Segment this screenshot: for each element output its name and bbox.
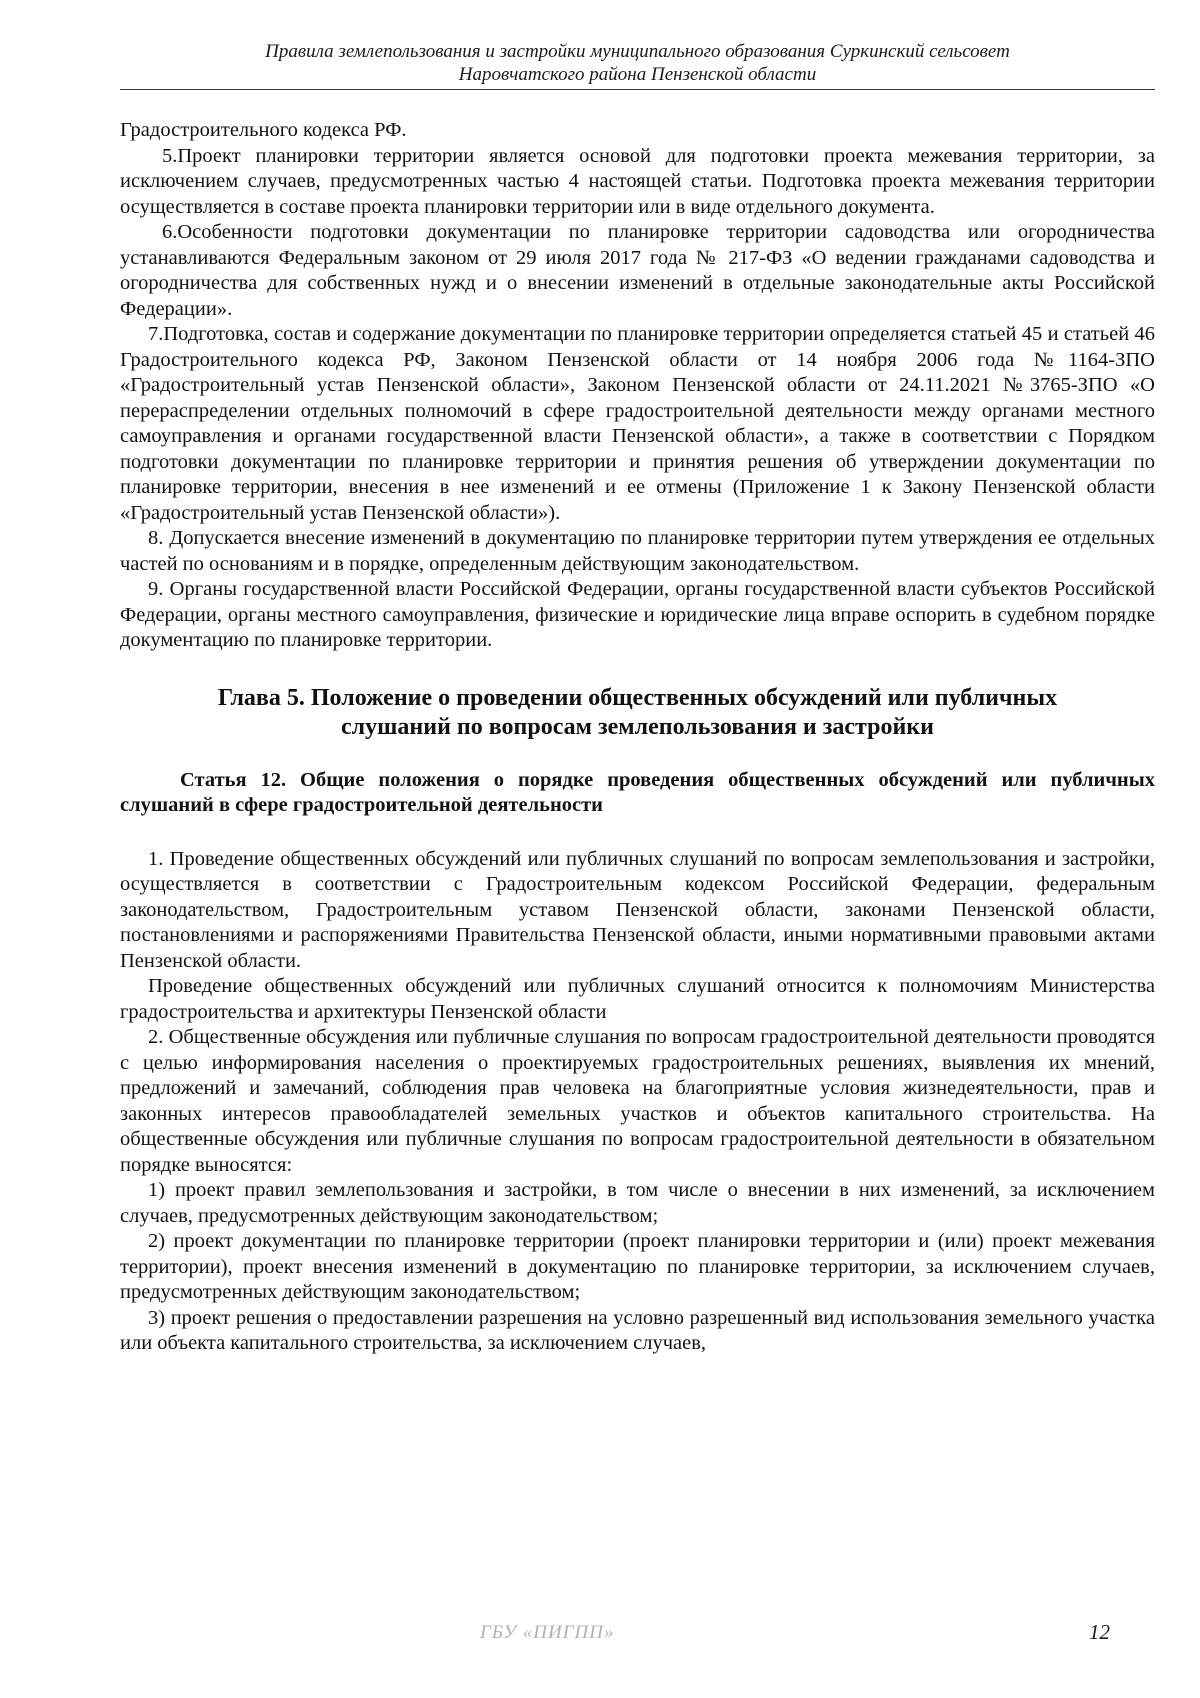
list-item: 1) проект правил землепользования и застройки, в том числе о внесении в них изменений, за исключением случаев, предусмотренных действующим законодательством; xyxy=(120,1179,1155,1227)
page-number: 12 xyxy=(1089,1620,1110,1644)
paragraph: 2. Общественные обсуждения или публичные слушания по вопросам градостроительной деятельности проводятся с целью информирования населения о проектируемых градостроительных решениях, выявления их мнений, предложений и замечаний, соблюдения прав человека на благоприятные условия жизнедеятельности, прав и законных интересов правообладателей земельных участков и объектов капитального строительства. На общественные обсуждения или публичные слушания по вопросам градостроительной деятельности в обязательном порядке выносятся: xyxy=(120,1026,1155,1176)
paragraph: 9. Органы государственной власти Российской Федерации, органы государственной власти субъектов Российской Федерации, органы местного самоуправления, физические и юридические лица вправе оспорить в судебном порядке документацию по планировке территории. xyxy=(120,578,1155,651)
paragraph: 7.Подготовка, состав и содержание документации по планировке территории определяется статьей 45 и статьей 46 Градостроительного кодекса РФ, Законом Пензенской области от 14 ноября 2006 года №1164-ЗПО «Градостроительный устав Пензенской области», Законом Пензенской области от 24.11.2021 №3765-ЗПО «О перераспределении отдельных полномочий в сфере градостроительной деятельности между органами местного самоуправления и органами государственной власти Пензенской области», а также в соответствии с Порядком подготовки документации по планировке территории и принятия решения об утверждении документации по планировке территории, внесения в нее изменений и ее отмены (Приложение 1 к Закону Пензенской области «Градостроительный устав Пензенской области»). xyxy=(120,323,1155,524)
header-divider xyxy=(120,89,1155,90)
chapter-title: Глава 5. Положение о проведении общественных обсуждений или публичных слушаний по вопросам землепользования и застройки xyxy=(217,684,1058,740)
paragraph: Градостроительного кодекса РФ. xyxy=(120,119,407,141)
paragraph: 6.Особенности подготовки документации по планировке территории садоводства или огородничества устанавливаются Федеральным законом от 29 июля 2017 года № 217-ФЗ «О ведении гражданами садоводства и огородничества для собственных нужд и о внесении изменений в отдельные законодательные акты Российской Федерации». xyxy=(120,221,1155,320)
list-item: 3) проект решения о предоставлении разрешения на условно разрешенный вид использования земельного участка или объекта капитального строительства, за исключением случаев, xyxy=(120,1306,1155,1354)
running-header xyxy=(120,40,1155,86)
list-item: 2) проект документации по планировке территории (проект планировки территории и (или) проект межевания территории), проект внесения изменений в документацию по планировке территории, за исключением случаев, предусмотренных действующим законодательством; xyxy=(120,1230,1155,1303)
paragraph: 1. Проведение общественных обсуждений или публичных слушаний по вопросам землепользования и застройки, осуществляется в соответствии с Градостроительным кодексом Российской Федерации, федеральным законодательством, Градостроительным уставом Пензенской области, законами Пензенской области, постановлениями и распоряжениями Правительства Пензенской области, иными нормативными правовыми актами Пензенской области. xyxy=(120,847,1155,972)
footer-organization: ГБУ «ПИГПП» xyxy=(480,1622,615,1643)
paragraph: 8. Допускается внесение изменений в документацию по планировке территории путем утверждения ее отдельных частей по основаниям и в порядке, определенным действующим законодательством. xyxy=(120,527,1155,575)
paragraph: 5.Проект планировки территории является основой для подготовки проекта межевания территории, за исключением случаев, предусмотренных частью 4 настоящей статьи. Подготовка проекта межевания территории осуществляется в составе проекта планировки территории или в виде отдельного документа. xyxy=(120,144,1155,218)
paragraph: Проведение общественных обсуждений или публичных слушаний относится к полномочиям Министерства градостроительства и архитектуры Пензенской области xyxy=(120,975,1155,1023)
header-line-1: Правила землепользования и застройки муниципального образования Суркинский сельсовет xyxy=(265,41,1010,62)
article-title: Статья 12. Общие положения о порядке проведения общественных обсуждений или публичных слушаний в сфере градостроительной деятельности xyxy=(120,768,1155,816)
document-body xyxy=(120,118,1155,1357)
header-line-2: Наровчатского района Пензенской области xyxy=(458,64,817,85)
